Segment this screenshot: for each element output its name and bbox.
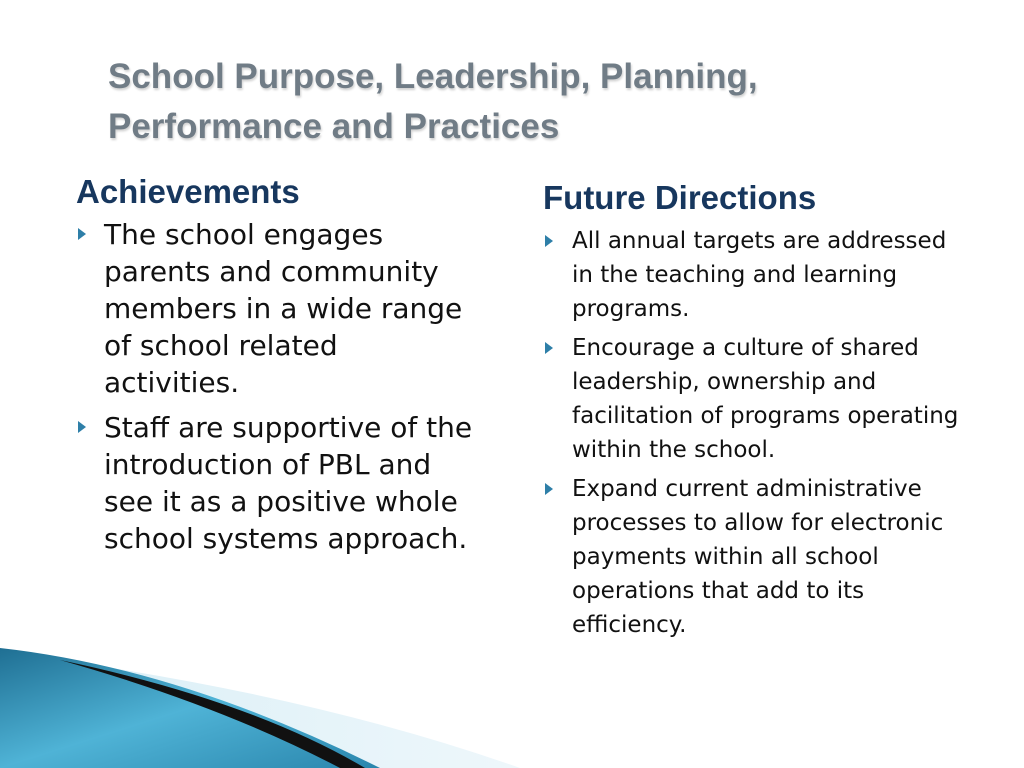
achievements-list	[76, 216, 476, 557]
list-item	[543, 331, 962, 467]
achievements-heading: Achievements	[76, 173, 300, 210]
triangle-right-icon	[545, 235, 553, 247]
pale-swoosh	[0, 652, 520, 768]
triangle-right-icon	[545, 342, 553, 354]
list-item	[543, 472, 962, 642]
list-item-text: Expand current administrative processes to allow for electronic payments within all school operations that add to its efficiency.	[572, 476, 944, 638]
list-item-text: Staff are supportive of the introduction of PBL and see it as a positive whole school systems approach.	[104, 411, 473, 555]
list-item-text: Encourage a culture of shared leadership, ownership and facilitation of programs operating within the school.	[572, 335, 959, 463]
triangle-right-icon	[78, 228, 86, 240]
list-item	[543, 224, 962, 326]
triangle-right-icon	[545, 483, 553, 495]
future-directions-list	[543, 224, 963, 642]
achievements-column	[76, 170, 476, 557]
black-swoosh	[60, 660, 365, 768]
slide-title: School Purpose, Leadership, Planning, Performance and Practices	[108, 57, 758, 146]
triangle-right-icon	[78, 421, 86, 433]
future-directions-heading: Future Directions	[543, 179, 817, 216]
list-item-text: The school engages parents and community members in a wide range of school related activities.	[104, 218, 463, 399]
future-directions-column	[543, 176, 963, 642]
list-item-text: All annual targets are addressed in the teaching and learning programs.	[572, 228, 947, 322]
blue-swoosh	[0, 648, 380, 768]
list-item	[76, 409, 476, 557]
list-item	[76, 216, 476, 401]
